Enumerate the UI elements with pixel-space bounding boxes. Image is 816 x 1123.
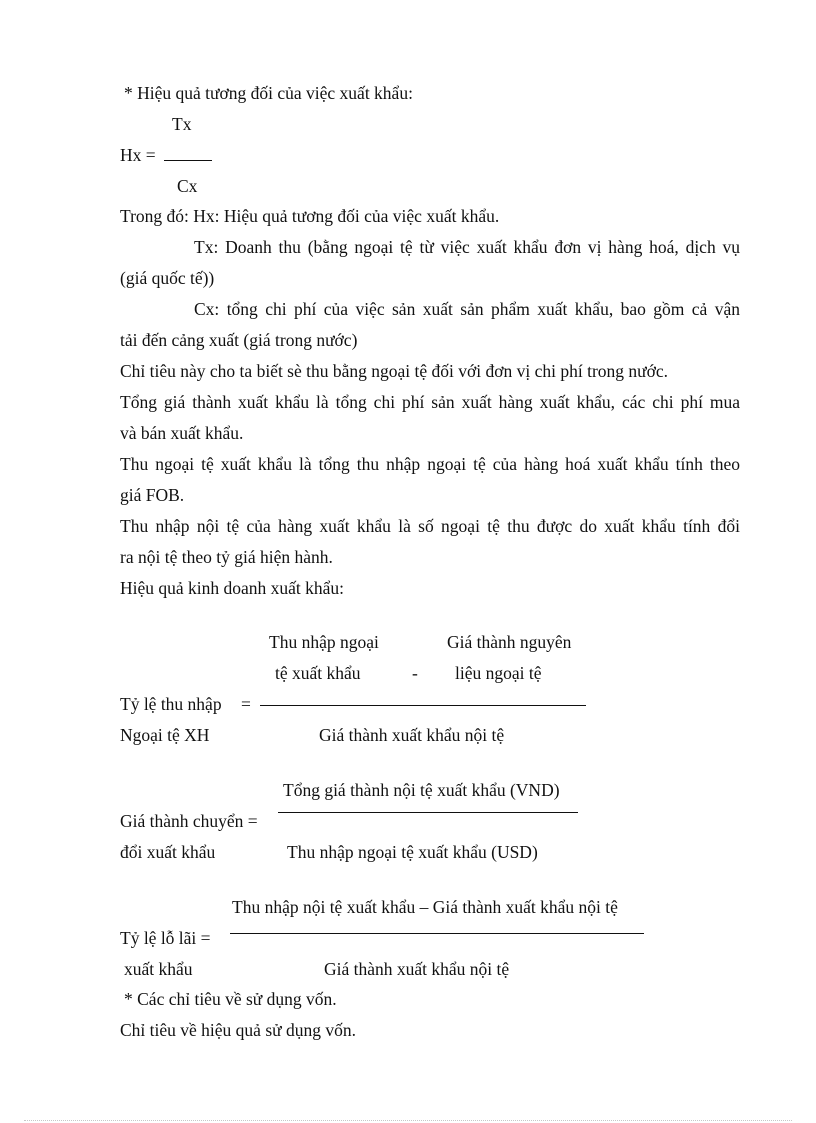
tx-definition-line2: (giá quốc tế))	[120, 268, 215, 288]
profit-loss-denominator: Giá thành xuất khẩu nội tệ	[324, 959, 510, 979]
tx-definition-line1: Tx: Doanh thu (bằng ngoại tệ từ việc xuất khẩu đơn vị hàng hoá, dịch vụ	[194, 237, 740, 257]
profit-loss-lhs-line1: Tỷ lệ lỗ lãi =	[120, 928, 211, 948]
paragraph-4-line1: Thu nhập nội tệ của hàng xuất khẩu là số ngoại tệ thu được do xuất khẩu tính đổi	[120, 516, 740, 536]
income-ratio-minus: -	[412, 663, 418, 683]
income-ratio-lhs-line2: Ngoại tệ XH	[120, 725, 210, 745]
income-ratio-equals: =	[241, 694, 251, 714]
conversion-cost-lhs-line2: đổi xuất khẩu	[120, 842, 216, 862]
income-ratio-num-left-line1: Thu nhập ngoại	[269, 632, 379, 652]
paragraph-4-line2: ra nội tệ theo tỷ giá hiện hành.	[120, 547, 333, 567]
relative-efficiency-heading: * Hiệu quả tương đối của việc xuất khẩu:	[124, 83, 413, 103]
income-ratio-num-right-line1: Giá thành nguyên	[447, 632, 572, 652]
paragraph-3-line2: giá FOB.	[120, 485, 185, 505]
income-ratio-denominator: Giá thành xuất khẩu nội tệ	[319, 725, 505, 745]
where-line: Trong đó: Hx: Hiệu quả tương đối của việc xuất khẩu.	[120, 206, 500, 226]
hx-lhs: Hx =	[120, 145, 156, 165]
income-ratio-fraction-bar	[260, 705, 586, 706]
hx-numerator: Tx	[172, 114, 192, 134]
profit-loss-lhs-line2: xuất khẩu	[124, 959, 193, 979]
cx-definition-line1: Cx: tổng chi phí của việc sản xuất sản phẩm xuất khẩu, bao gồm cả vận	[194, 299, 740, 319]
paragraph-2-line1: Tổng giá thành xuất khẩu là tổng chi phí sản xuất hàng xuất khẩu, các chi phí mua	[120, 392, 740, 412]
income-ratio-lhs-line1: Tỷ lệ thu nhập	[120, 694, 222, 714]
page-bottom-divider	[24, 1120, 792, 1121]
income-ratio-num-right-line2: liệu ngoại tệ	[455, 663, 542, 683]
profit-loss-numerator: Thu nhập nội tệ xuất khẩu – Giá thành xuất khẩu nội tệ	[232, 897, 618, 917]
paragraph-2-line2: và bán xuất khẩu.	[120, 423, 244, 443]
paragraph-1: Chỉ tiêu này cho ta biết sè thu bằng ngoại tệ đối với đơn vị chi phí trong nước.	[120, 361, 669, 381]
paragraph-3-line1: Thu ngoại tệ xuất khẩu là tổng thu nhập ngoại tệ của hàng hoá xuất khẩu tính theo	[120, 454, 740, 474]
profit-loss-fraction-bar	[230, 933, 644, 934]
income-ratio-num-left-line2: tệ xuất khẩu	[275, 663, 361, 683]
conversion-cost-numerator: Tổng giá thành nội tệ xuất khẩu (VND)	[283, 780, 560, 800]
hx-denominator: Cx	[177, 176, 198, 196]
hx-fraction-bar	[164, 160, 212, 161]
conversion-cost-fraction-bar	[278, 812, 578, 813]
capital-line: Chỉ tiêu về hiệu quả sử dụng vốn.	[120, 1020, 356, 1040]
conversion-cost-denominator: Thu nhập ngoại tệ xuất khẩu (USD)	[287, 842, 538, 862]
paragraph-5: Hiệu quả kinh doanh xuất khẩu:	[120, 578, 345, 598]
cx-definition-line2: tải đến cảng xuất (giá trong nước)	[120, 330, 358, 350]
conversion-cost-lhs-line1: Giá thành chuyển =	[120, 811, 258, 831]
capital-heading: * Các chỉ tiêu về sử dụng vốn.	[124, 989, 337, 1009]
